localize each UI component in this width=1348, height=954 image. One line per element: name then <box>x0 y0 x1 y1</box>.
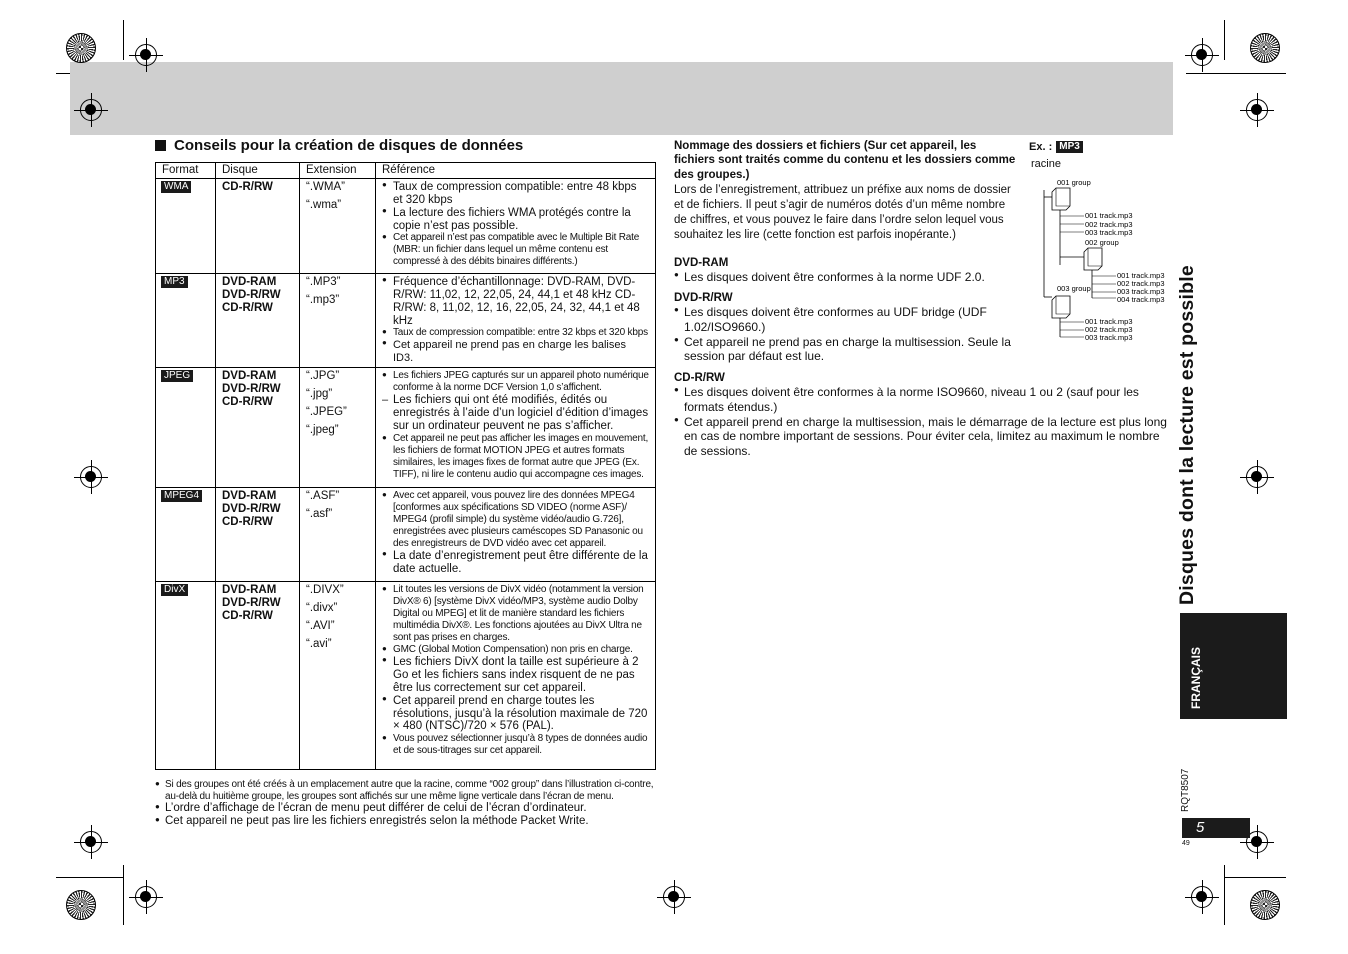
language-label: FRANÇAIS <box>1189 647 1203 709</box>
note-item: ● Si des groupes ont été créés à un emplacement autre que la racine, comme “002 group” dans l’illustration ci-contre, au-delà du huitième groupe, les groupes sont affichés sur une même ligne verticale dans l’écran de menu. <box>155 779 660 802</box>
table-row <box>156 178 656 273</box>
disc-type: DVD-RAM <box>222 584 277 596</box>
reference-cell <box>376 273 656 367</box>
reference-cell <box>376 178 656 273</box>
disc-cell <box>216 368 300 488</box>
reference-item: ● Cet appareil n’est pas compatible avec le Multiple Bit Rate (MBR: un fichier dans lequel un même contenu est compressé à des débits binaires différents.) <box>382 232 649 268</box>
extension: “.jpg” <box>306 387 333 400</box>
file-label: 002 track.mp3 <box>1085 220 1133 229</box>
disc-cell <box>216 273 300 367</box>
reference-item: ● La date d’enregistrement peut être différente de la date actuelle. <box>382 550 649 576</box>
reference-item: ● Taux de compression compatible: entre 32 kbps et 320 kbps <box>382 327 649 339</box>
crosshair-target-icon <box>1191 886 1213 908</box>
crosshair-target-icon <box>80 831 102 853</box>
extension: “.divx” <box>306 601 338 614</box>
disc-cell <box>216 582 300 770</box>
naming-title: Nommage des dossiers et fichiers (Sur cet appareil, les fichiers sont traités comme du contenu et les dossiers comme des groupes.) <box>674 140 1016 181</box>
cdrrw-section <box>674 371 1172 459</box>
data-disc-table <box>155 162 656 770</box>
table-row <box>156 582 656 770</box>
extension: “.ASF” <box>306 490 340 502</box>
cdrrw-heading: CD-R/RW <box>674 372 725 384</box>
registration-star-icon <box>1250 890 1280 920</box>
section-title <box>155 137 523 154</box>
registration-star-icon <box>66 890 96 920</box>
format-cell <box>156 488 216 582</box>
extension-cell <box>300 488 376 582</box>
example-label <box>1029 141 1083 153</box>
format-cell <box>156 582 216 770</box>
disc-type: CD-R/RW <box>222 180 273 193</box>
extension: “.WMA” <box>306 180 345 193</box>
section-title-text: Conseils pour la création de disques de données <box>174 137 524 154</box>
folder-tree-diagram <box>1040 172 1175 347</box>
table-header-row <box>156 163 656 179</box>
extension: “.jpeg” <box>306 423 339 436</box>
reference-item: – Les fichiers qui ont été modifiés, édités ou enregistrés à l’aide d’un logiciel d’édition d’images sur un ordinateur peuvent ne pas s’afficher. <box>382 394 649 433</box>
file-label: 002 track.mp3 <box>1117 279 1165 288</box>
disc-type: CD-R/RW <box>222 395 273 408</box>
reference-item: ● Fréquence d’échantillonnage: DVD-RAM, DVD-R/RW: 11,02, 12, 22,05, 24, 44,1 et 48 kHz CD-R/RW: 8, 11,02, 12, 16, 22,05, 24, 32, 44,1 et 48 kHz <box>382 276 649 328</box>
table-row <box>156 368 656 488</box>
folder-icon <box>1052 188 1070 210</box>
dvdrrw-section <box>674 291 1019 364</box>
reference-item: ● Lit toutes les versions de DivX vidéo (notamment la version DivX® 6) [système DivX vidéo/MP3, système audio Dolby Digital ou MPEG] et lit de manière standard les fichiers multimédia DivX®. Les fonctions ajoutées au DivX Ultra ne sont pas prises en charges. <box>382 584 649 644</box>
extension-cell <box>300 178 376 273</box>
table-notes <box>155 779 660 828</box>
file-label: 003 track.mp3 <box>1085 333 1133 342</box>
table-header-cell: Référence <box>376 163 656 179</box>
crosshair-target-icon <box>1246 466 1268 488</box>
table-header-cell: Extension <box>300 163 376 179</box>
disc-type: CD-R/RW <box>222 609 273 622</box>
crosshair-target-icon <box>80 466 102 488</box>
registration-star-icon <box>66 33 96 63</box>
format-cell <box>156 273 216 367</box>
crosshair-target-icon <box>135 44 157 66</box>
extension: “.wma” <box>306 198 342 211</box>
side-title-text: Disques dont la lecture est possible <box>1176 265 1198 605</box>
crosshair-target-icon <box>135 886 157 908</box>
note-item: ● Cet appareil ne peut pas lire les fichiers enregistrés selon la méthode Packet Write. <box>155 815 660 828</box>
cdrrw-item: ● Les disques doivent être conformes à la norme ISO9660, niveau 1 ou 2 (sauf pour les formats étendus.) <box>674 385 1172 415</box>
header-band <box>70 62 1173 135</box>
table-row <box>156 488 656 582</box>
reference-item: ● Cet appareil ne peut pas afficher les images en mouvement, les fichiers de format MOTION JPEG et autres formats similaires, les images fixes de format autre que JPEG (Ex. TIFF), ni lire le contenu audio qui accompagne ces images. <box>382 433 649 481</box>
dvdrrw-item: ● Cet appareil ne prend pas en charge la multisession. Seule la session par défaut est lue. <box>674 335 1019 365</box>
reference-item: ● La lecture des fichiers WMA protégés contre la copie n’est pas possible. <box>382 207 649 233</box>
folder-icon <box>1052 296 1070 318</box>
extension: “.JPEG” <box>306 405 347 418</box>
dvdram-item: ● Les disques doivent être conformes à la norme UDF 2.0. <box>674 270 1024 285</box>
group-label: 002 group <box>1085 238 1119 247</box>
file-label: 001 track.mp3 <box>1117 271 1165 280</box>
reference-item: ● Avec cet appareil, vous pouvez lire des données MPEG4 [conformes aux spécifications SD VIDEO (norme ASF)/ MPEG4 (profil simple) du système vidéo/audio G.726], enregistrées avec plusieurs caméscopes SD Panasonic ou des enregistreurs de DVD vidéo avec cet appareil. <box>382 490 649 550</box>
disc-type: DVD-RAM <box>222 275 277 288</box>
group-label: 001 group <box>1057 178 1091 187</box>
disc-type: DVD-RAM <box>222 490 277 502</box>
example-label-text: Ex. : <box>1029 141 1053 153</box>
reference-item: ● Cet appareil prend en charge toutes les résolutions, jusqu’à la résolution maximale de 720 × 480 (NTSC)/720 × 576 (PAL). <box>382 695 649 734</box>
disc-type: DVD-RAM <box>222 370 277 382</box>
format-cell <box>156 178 216 273</box>
dvdram-section <box>674 256 1024 285</box>
extension-cell <box>300 582 376 770</box>
file-label: 003 track.mp3 <box>1117 287 1165 296</box>
crosshair-target-icon <box>663 886 685 908</box>
disc-cell <box>216 178 300 273</box>
dvdrrw-item: ● Les disques doivent être conformes au UDF bridge (UDF 1.02/ISO9660.) <box>674 305 1019 335</box>
folder-icon <box>1084 248 1102 270</box>
square-bullet-icon <box>155 140 166 151</box>
doc-code-text: RQT8507 <box>1180 768 1191 812</box>
registration-star-icon <box>1250 33 1280 63</box>
disc-type: DVD-R/RW <box>222 382 281 395</box>
disc-type: DVD-R/RW <box>222 502 281 515</box>
extension: “.mp3” <box>306 293 340 306</box>
extension: “.avi” <box>306 637 332 650</box>
cdrrw-item: ● Cet appareil prend en charge la multisession, mais le démarrage de la lecture est plus long en cas de nombre important de sessions. Pour éviter cela, limitez au maximum le nombre de sessions. <box>674 415 1172 459</box>
file-label: 002 track.mp3 <box>1085 325 1133 334</box>
language-tab <box>1180 613 1287 719</box>
crosshair-target-icon <box>1191 44 1213 66</box>
reference-item: ● Les fichiers DivX dont la taille est supérieure à 2 Go et les fichiers sans index risquent de ne pas être lus correctement sur cet appareil. <box>382 656 649 695</box>
file-label: 001 track.mp3 <box>1085 211 1133 220</box>
extension-cell <box>300 273 376 367</box>
format-badge: DivX <box>161 584 188 596</box>
sheet-number: 49 <box>1182 840 1190 847</box>
reference-cell <box>376 488 656 582</box>
reference-item: ● GMC (Global Motion Compensation) non pris en charge. <box>382 644 649 656</box>
format-badge: WMA <box>161 181 191 193</box>
file-label: 001 track.mp3 <box>1085 317 1133 326</box>
format-badge: MP3 <box>161 276 188 288</box>
format-badge: JPEG <box>161 370 193 382</box>
extension: “.AVI” <box>306 619 335 632</box>
disc-type: CD-R/RW <box>222 515 273 528</box>
example-badge: MP3 <box>1056 141 1083 153</box>
table-header-cell: Disque <box>216 163 300 179</box>
reference-item: ● Vous pouvez sélectionner jusqu’à 8 types de données audio et de sous-titrages sur cet appareil. <box>382 733 649 757</box>
reference-item: ● Taux de compression compatible: entre 48 kbps et 320 kbps <box>382 181 649 207</box>
reference-item: ● Cet appareil ne prend pas en charge les balises ID3. <box>382 339 649 364</box>
dvdram-heading: DVD-RAM <box>674 257 729 269</box>
crosshair-target-icon <box>80 99 102 121</box>
table-row <box>156 273 656 367</box>
extension: “.asf” <box>306 507 333 520</box>
crosshair-target-icon <box>1246 99 1268 121</box>
table-header-cell: Format <box>156 163 216 179</box>
disc-type: DVD-R/RW <box>222 596 281 609</box>
root-folder-label: racine <box>1031 158 1061 170</box>
dvdrrw-heading: DVD-R/RW <box>674 292 733 304</box>
note-item: ● L’ordre d’affichage de l’écran de menu peut différer de celui de l’écran d’ordinateur. <box>155 802 660 815</box>
group-label: 003 group <box>1057 284 1091 293</box>
page-number: 5 <box>1182 818 1250 838</box>
extension: “.MP3” <box>306 275 341 288</box>
disc-type: DVD-R/RW <box>222 288 281 301</box>
disc-cell <box>216 488 300 582</box>
reference-item: ● Les fichiers JPEG capturés sur un appareil photo numérique conforme à la norme DCF Version 1,0 s’affichent. <box>382 370 649 394</box>
reference-cell <box>376 368 656 488</box>
extension: “.JPG” <box>306 370 340 382</box>
naming-body: Lors de l’enregistrement, attribuez un préfixe aux noms de dossier et de fichiers. Il peut s’agir de numéros dotés d’un même nombre de chiffres, et vous pouvez le faire dans l’ordre selon lequel vous souhaitez les lire (cette fonction est parfois inopérante.) <box>674 184 1011 241</box>
extension-cell <box>300 368 376 488</box>
file-label: 003 track.mp3 <box>1085 228 1133 237</box>
format-cell <box>156 368 216 488</box>
file-label: 004 track.mp3 <box>1117 295 1165 304</box>
format-badge: MPEG4 <box>161 490 202 502</box>
disc-type: CD-R/RW <box>222 301 273 314</box>
reference-cell <box>376 582 656 770</box>
extension: “.DIVX” <box>306 584 344 596</box>
